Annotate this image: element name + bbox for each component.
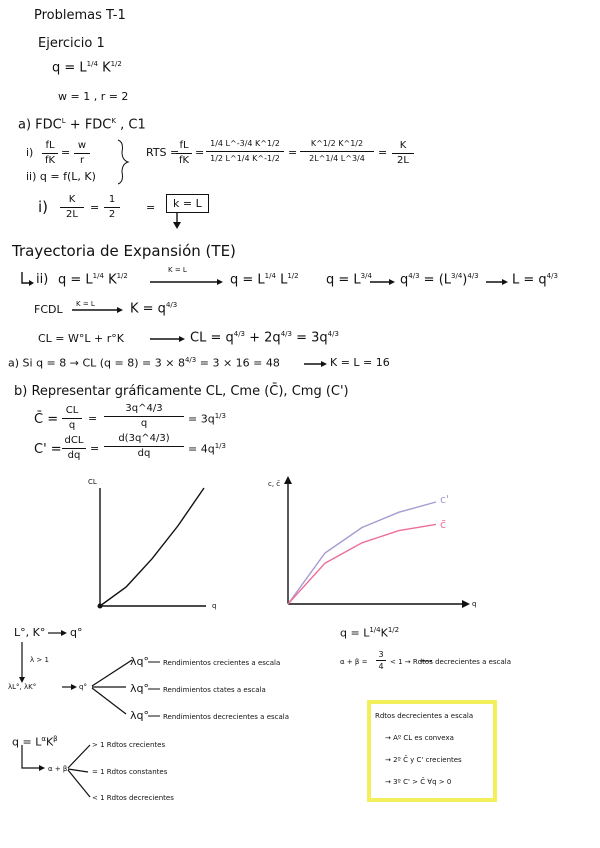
- box-item-3: → 3º C' > C̄ ∀q > 0: [385, 778, 452, 786]
- equals-sign: =: [288, 146, 298, 159]
- cost-x-label: q: [472, 600, 477, 608]
- cl-curve: [100, 488, 204, 606]
- condition-brace: [118, 140, 128, 184]
- cl-definition: CL = W°L + r°K: [38, 332, 124, 345]
- box-title: Rdtos decrecientes a escala: [375, 712, 474, 720]
- cl-y-label: CL: [88, 478, 97, 486]
- te-ii-equation: $q = L^{1/4}$ $K^{1/2}$: [58, 272, 128, 288]
- cbar-fraction-1: CL q: [62, 405, 82, 432]
- scale-scaled-inputs: λL°, λK°: [8, 683, 37, 691]
- scale-scaled-output: q°: [79, 683, 87, 691]
- branch-3-text: Rendimientos decrecientes a escala: [163, 713, 290, 721]
- part-b-heading: b) Representar gráficamente CL, Cme (C̄), Cmg (C'): [14, 384, 349, 399]
- cprime-legend: c': [440, 493, 450, 506]
- te-r3: $q^{4/3} = (L^{3/4})^{4/3}$: [400, 272, 479, 288]
- one-half-fraction: 1 2: [104, 194, 120, 221]
- option-decreasing: < 1 Rdtos decrecientes: [92, 794, 174, 802]
- fcdl-arrow-label: K = L: [76, 300, 95, 308]
- scale-arrow-1-head: [61, 630, 67, 636]
- rts-fraction: fL fK: [176, 140, 192, 167]
- te-arrow-3-head: [502, 279, 508, 285]
- te-r4: $L = q^{4/3}$: [512, 272, 558, 288]
- fcdl-result: $K = q^{4/3}$: [130, 301, 178, 317]
- part-a-calculation: a) Si q = 8 → CL $(q = 8) = 3 \times 8^{4/3} = 3 \times 16 = 48$: [8, 356, 280, 370]
- exercise-heading: Ejercicio 1: [38, 36, 105, 51]
- result-box: k = L: [166, 194, 209, 213]
- box-item-2: → 2º C̄ y C' crecientes: [385, 756, 462, 764]
- box-item-1: → Aº CL es convexa: [385, 734, 454, 742]
- cost-y-arrow: [284, 476, 292, 484]
- option-increasing: > 1 Rdtos crecientes: [92, 741, 166, 749]
- cbar-legend: c̄: [440, 518, 447, 531]
- step-i-label: i): [38, 198, 49, 216]
- cprime-label: C' =: [34, 442, 62, 457]
- right-sum-tail: < 1 → Rdtos decrecientes a escala: [390, 658, 511, 666]
- cd-hook-head: [39, 765, 45, 771]
- te-arrow-2-head: [389, 279, 395, 285]
- cl-arrow-head: [179, 336, 185, 342]
- cprime-curve: [288, 502, 436, 604]
- te-heading: Trayectoria de Expansión (TE): [12, 242, 236, 260]
- part-a-heading: a) $FDC^L + FDC^K$ , C1: [18, 117, 146, 133]
- te-arrow-1-head: [217, 279, 223, 285]
- equals-sign: =: [61, 146, 71, 159]
- cl-result: CL = $q^{4/3} + 2q^{4/3} = 3q^{4/3}$: [190, 330, 339, 346]
- cprime-result: = $4q^{1/3}$: [188, 442, 226, 456]
- te-r1: $q = L^{1/4}$ $L^{1/2}$: [230, 272, 299, 288]
- cprime-fraction-1: dCL dq: [62, 435, 86, 462]
- k-2l-fraction: K 2L: [60, 194, 84, 221]
- equals-sign: =: [88, 412, 98, 425]
- rts-result-fraction: K 2L: [392, 140, 414, 167]
- cd-branch-mid: [68, 769, 88, 772]
- branch-2-value: λq°: [130, 682, 149, 695]
- cobb-douglas: $q = L^\alpha K^\beta$: [12, 735, 58, 749]
- te-hook-head: [29, 280, 34, 286]
- part-a-result: K = L = 16: [330, 356, 390, 369]
- cd-branch-down: [68, 770, 90, 797]
- page-title: Problemas T-1: [34, 8, 126, 23]
- a-arrow-head: [321, 361, 327, 367]
- production-function: $q = L^{1/4}$ $K^{1/2}$: [52, 60, 122, 76]
- cl-chart: [98, 488, 207, 609]
- cost-x-arrow: [462, 600, 470, 608]
- cbar-label: C̄ =: [34, 412, 59, 427]
- cl-x-label: q: [212, 602, 217, 610]
- te-ii-label: ii): [36, 272, 49, 287]
- w-r-fraction: w r: [74, 140, 90, 167]
- cprime-fraction-2: d(3q^4/3) dq: [104, 433, 184, 460]
- rts-mid-fraction: 1/4 L^-3/4 K^1/2 1/2 L^1/4 K^-1/2: [206, 138, 284, 165]
- branch-up: [92, 660, 132, 686]
- lambda-label: λ > 1: [30, 656, 49, 664]
- branch-down: [92, 688, 126, 714]
- fcdl-arrow-head: [117, 307, 123, 313]
- right-production: $q = L^{1/4}K^{1/2}$: [340, 626, 400, 640]
- prices: w = 1 , r = 2: [58, 90, 129, 103]
- fl-fk-fraction: fL fK: [42, 140, 58, 167]
- right-sum-label: α + β =: [340, 658, 368, 666]
- cost-y-label: c, c̄: [268, 480, 281, 488]
- cbar-fraction-2: 3q^4/3 q: [104, 403, 184, 430]
- cbar-curve: [288, 524, 436, 604]
- equals-sign: =: [378, 146, 388, 159]
- cd-branch-up: [68, 745, 90, 768]
- branch-1-value: λq°: [130, 655, 149, 668]
- equals-sign: =: [90, 442, 100, 455]
- branch-2-text: Rendimientos ctates a escala: [163, 686, 266, 694]
- rts-label: RTS =: [146, 146, 180, 159]
- condition-i-label: i): [26, 146, 34, 159]
- fcdl-label: FCDL: [34, 303, 63, 316]
- cl-origin: [98, 604, 103, 609]
- right-sum-fraction: 3 4: [376, 650, 386, 671]
- down-arrow-head: [173, 222, 181, 229]
- scale-base-output: q°: [70, 626, 83, 639]
- branch-3-value: λq°: [130, 709, 149, 722]
- condition-ii: ii) q = f(L, K): [26, 170, 96, 183]
- equals-sign: =: [195, 146, 205, 159]
- te-r2: $q = L^{3/4}$: [326, 272, 372, 288]
- rts-right-fraction: K^1/2 K^1/2 2L^1/4 L^3/4: [300, 138, 374, 165]
- equals-sign: =: [90, 201, 100, 214]
- cbar-result: = $3q^{1/3}$: [188, 412, 226, 426]
- branch-1-text: Rendimientos crecientes a escala: [163, 659, 281, 667]
- option-constant: = 1 Rdtos constantes: [92, 768, 168, 776]
- scale-base-inputs: L°, K°: [14, 626, 46, 639]
- decreasing-returns-box: [367, 700, 497, 802]
- te-arrow-label: K = L: [168, 266, 187, 274]
- equals-sign: =: [146, 201, 156, 214]
- alpha-beta-sum: α + β: [48, 765, 68, 773]
- scale-arrow-2-head: [71, 684, 77, 690]
